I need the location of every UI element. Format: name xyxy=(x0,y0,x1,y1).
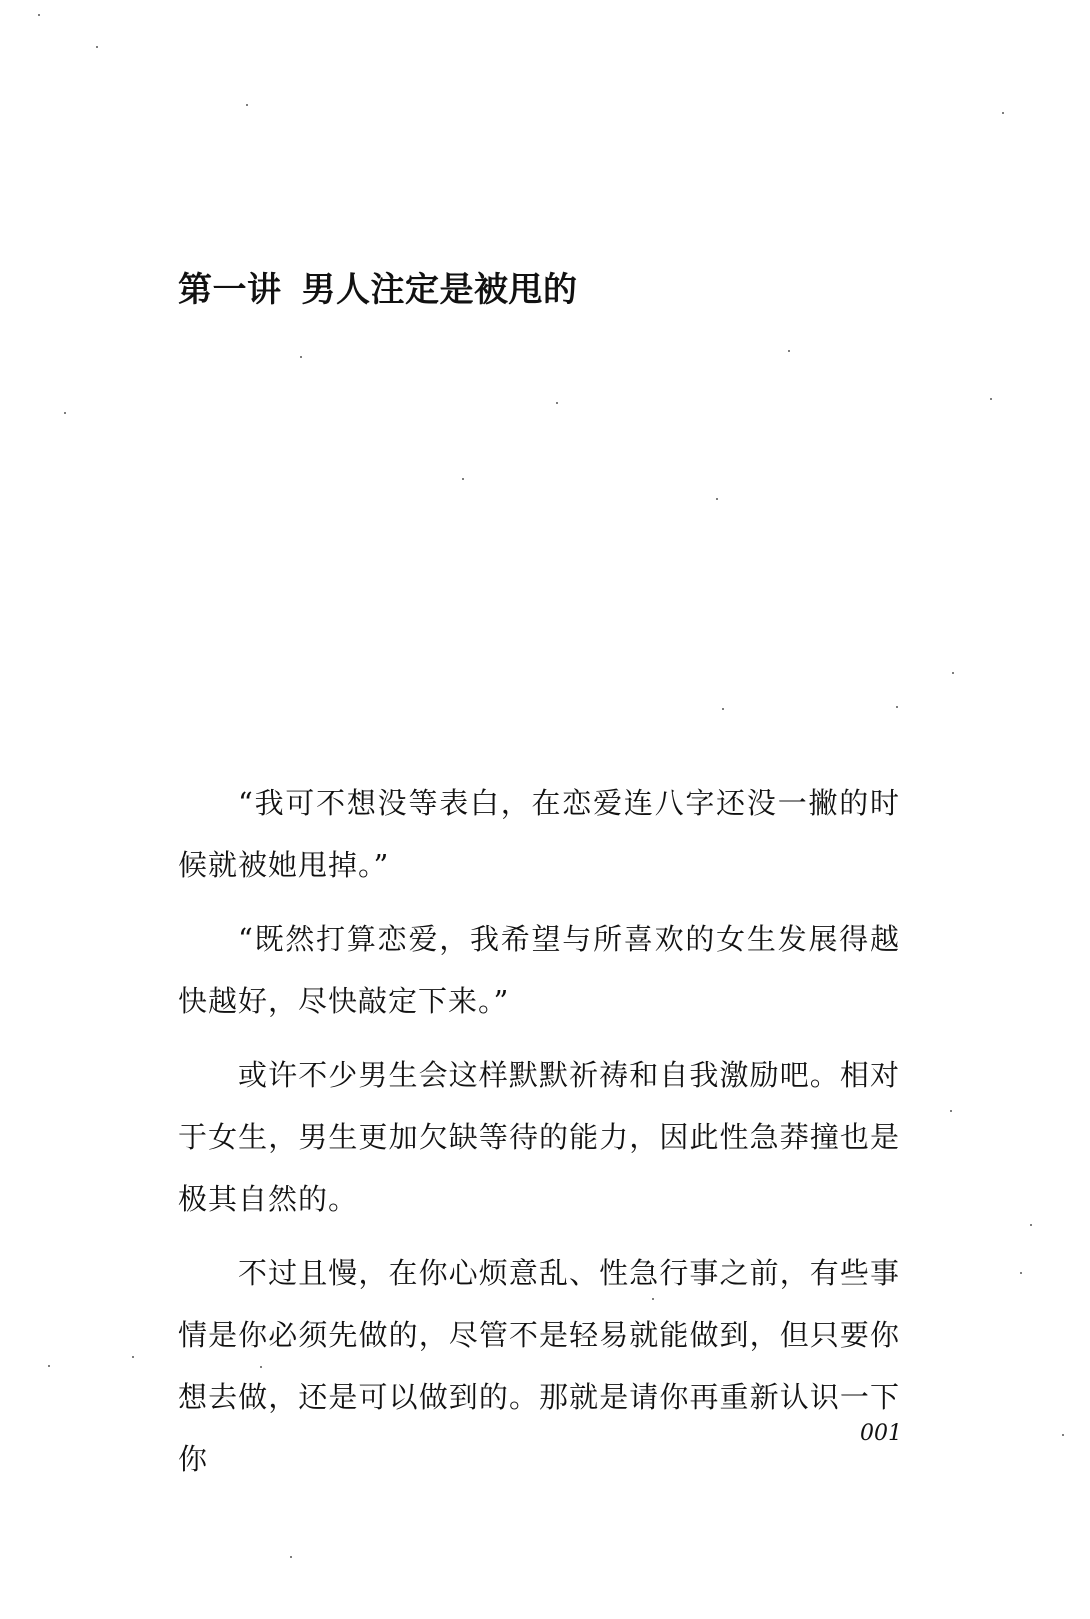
scan-speck xyxy=(462,478,464,480)
scan-speck xyxy=(952,672,954,674)
scan-speck xyxy=(260,1366,262,1368)
scan-speck xyxy=(64,412,66,414)
scan-speck xyxy=(96,46,98,48)
paragraph: 或许不少男生会这样默默祈祷和自我激励吧。相对于女生，男生更加欠缺等待的能力，因此性急莽撞也是极其自然的。 xyxy=(178,1058,900,1216)
body-text xyxy=(178,772,900,1502)
scan-speck xyxy=(556,402,558,404)
scan-speck xyxy=(1030,1224,1032,1226)
paragraph: 不过且慢，在你心烦意乱、性急行事之前，有些事情是你必须先做的，尽管不是轻易就能做到，但只要你想去做，还是可以做到的。那就是请你再重新认识一下你 xyxy=(178,1256,900,1476)
scan-speck xyxy=(716,498,718,500)
scan-speck xyxy=(1002,112,1004,114)
scan-speck xyxy=(38,14,40,16)
chapter-heading xyxy=(178,268,578,312)
scan-speck xyxy=(48,1365,50,1367)
paragraph: “既然打算恋爱，我希望与所喜欢的女生发展得越快越好，尽快敲定下来。” xyxy=(178,922,900,1018)
scan-speck xyxy=(990,398,992,400)
scan-speck xyxy=(950,1110,952,1112)
page-number: 001 xyxy=(860,1421,902,1446)
chapter-title-text: 男人注定是被甩的 xyxy=(301,270,578,310)
scan-speck xyxy=(300,356,302,358)
scan-speck xyxy=(896,706,898,708)
scan-speck xyxy=(132,1356,134,1358)
scan-speck xyxy=(290,1556,292,1558)
scan-speck xyxy=(1062,1434,1064,1436)
scan-speck xyxy=(246,104,248,106)
paragraph: “我可不想没等表白，在恋爱连八字还没一撇的时候就被她甩掉。” xyxy=(178,786,900,882)
scan-speck xyxy=(1020,1272,1022,1274)
scan-speck xyxy=(788,350,790,352)
chapter-number: 第一讲 xyxy=(178,270,282,310)
scan-speck xyxy=(722,708,724,710)
scan-speck xyxy=(652,1298,654,1300)
